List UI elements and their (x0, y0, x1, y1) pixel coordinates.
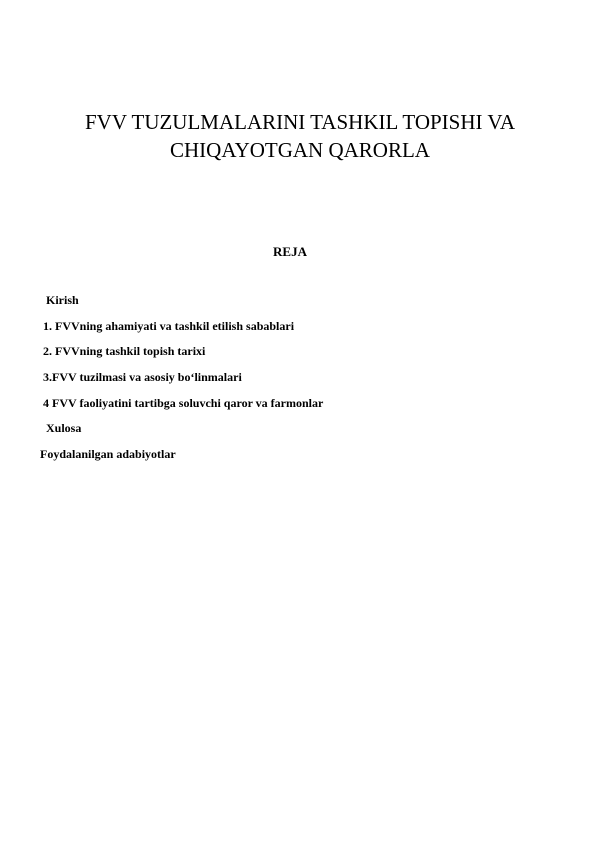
plan-heading: REJA (273, 244, 307, 259)
toc-item-references: Foydalanilgan adabiyotlar (40, 447, 176, 461)
document-title (40, 108, 560, 164)
toc-item-1: 1. FVVning ahamiyati va tashkil etilish sabablari (43, 319, 295, 333)
toc-item-2: 2. FVVning tashkil topish tarixi (43, 344, 206, 358)
document-title-line-1: FVV TUZULMALARINI TASHKIL TOPISHI VA (84, 110, 516, 134)
toc-item-xulosa: Xulosa (46, 421, 82, 435)
document-title-line-2: CHIQAYOTGAN QARORLA (170, 138, 430, 162)
toc-item-4: 4 FVV faoliyatini tartibga soluvchi qaror va farmonlar (43, 396, 324, 410)
toc-item-3: 3.FVV tuzilmasi va asosiy bo‘linmalari (43, 370, 242, 384)
toc-item-kirish: Kirish (46, 293, 79, 307)
